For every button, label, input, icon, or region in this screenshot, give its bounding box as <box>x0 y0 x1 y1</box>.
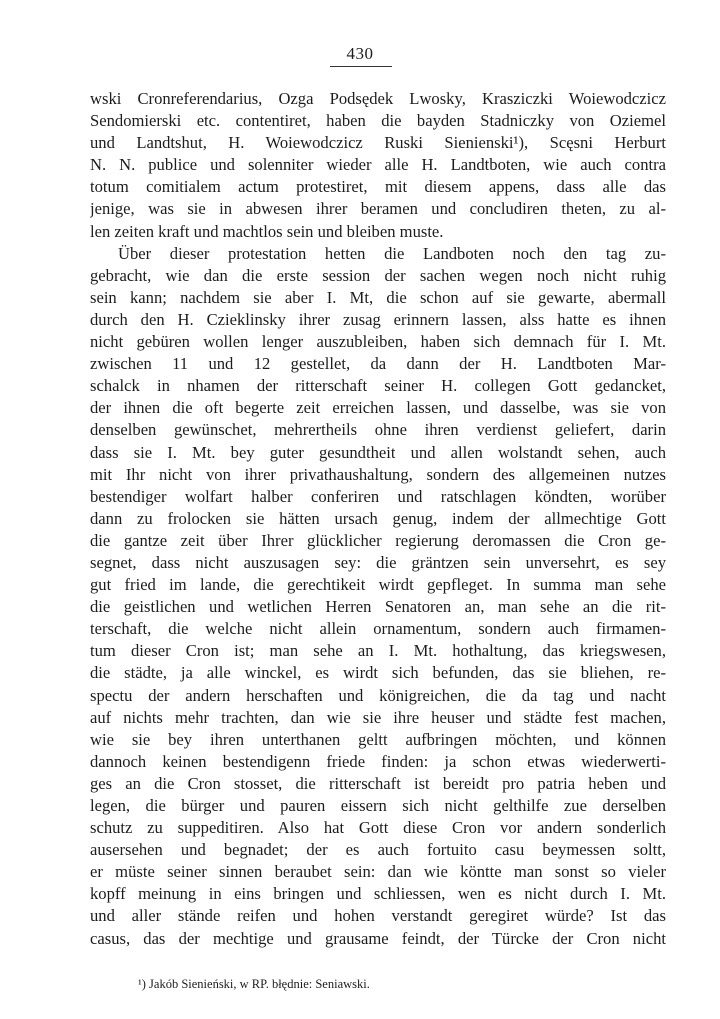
text-line: dann zu frolocken sie hätten ursach genug, indem der allmechtige Gott <box>90 508 666 528</box>
text-line: spectu der andern herschaften und königreichen, die da tag und nacht <box>90 685 666 705</box>
text-line: dannoch keinen bestendigenn friede finden: ja schon etwas wiederwerti- <box>90 751 666 771</box>
page-number: 430 <box>346 44 374 63</box>
text-line: Sendomierski etc. contentiret, haben die bayden Stadniczky von Oziemel <box>90 111 666 131</box>
text-line: totum comitialem actum protestiret, mit diesem appens, dass alle das <box>90 177 666 197</box>
text-line: auf nichts mehr trachten, dan wie sie ihre heuser und städte fest machen, <box>90 707 666 727</box>
text-line: und aller stände reifen und hohen verstandt geregiret würde? Ist das <box>90 906 666 926</box>
text-line: denselben gewünschet, mehrertheils ohne ihren verdienst geliefert, darin <box>90 420 666 440</box>
footnote: ¹) Jakób Sienieński, w RP. błędnie: Seniawski. <box>138 977 370 991</box>
text-line: segnet, dass nicht auszusagen sey: die gräntzen sein unversehrt, es sey <box>90 552 666 572</box>
text-line: tum dieser Cron ist; man sehe an I. Mt. hothaltung, das kriegswesen, <box>90 641 666 661</box>
text-line: bestendiger wolfart halber conferiren und ratschlagen köndten, worüber <box>90 486 666 506</box>
text-line: kopff meinung in eins bringen und schliessen, wen es nicht durch I. Mt. <box>90 884 666 904</box>
text-line: N. N. publice und solenniter wieder alle H. Landtboten, wie auch contra <box>90 155 666 175</box>
text-line: wie sie bey ihren unterthanen geltt aufbringen möchten, und können <box>90 729 666 749</box>
text-line: ges an die Cron stosset, die ritterschaft ist bereidt pro patria heben und <box>90 773 666 793</box>
text-line: Über dieser protestation hetten die Landboten noch den tag zu- <box>118 243 666 263</box>
text-line: er müste seiner sinnen beraubet sein: dan wie köntte man sonst so vieler <box>90 862 666 882</box>
text-line: die geistlichen und wetlichen Herren Senatoren an, man sehe an die rit- <box>90 597 666 617</box>
text-line: der ihnen die oft begerte zeit erreichen lassen, und dasselbe, was sie von <box>90 398 666 418</box>
text-line: len zeiten kraft und machtlos sein und bleiben muste. <box>90 221 444 241</box>
text-line: terschaft, die welche nicht allein ornamentum, sondern auch firmamen- <box>90 619 666 639</box>
text-line: schalck in nhamen der ritterschaft seiner H. collegen Gott gedancket, <box>90 376 666 396</box>
text-line: durch den H. Cziеklinsky ihrer zusag erinnern lassen, alss hatte es ihnen <box>90 309 666 329</box>
text-line: nicht gebüren wollen lenger auszubleiben, haben sich demnach für I. Mt. <box>90 332 666 352</box>
text-line: gut fried im lande, die gerechtikeit wirdt gepfleget. In summa man sehe <box>90 575 666 595</box>
text-line: die gantze zeit über Ihrer glücklicher regierung deromassen die Cron ge- <box>90 530 666 550</box>
text-line: und Landtshut, H. Woiewodczicz Ruski Sienienski¹), Scęsni Herburt <box>90 133 666 153</box>
text-line: sein kann; nachdem sie aber I. Mt, die schon auf sie gewarte, abermall <box>90 287 666 307</box>
text-line: die städte, ja alle winckel, es wirdt sich befunden, das sie bliehen, re- <box>90 663 666 683</box>
text-line: casus, das der mechtige und grausame feindt, der Türcke der Cron nicht <box>90 928 666 948</box>
body-text <box>90 88 666 950</box>
text-line: jenige, was sie in abwesen ihrer beramen und concludiren theten, zu al- <box>90 199 666 219</box>
text-line: gebracht, wie dan die erste session der sachen wegen noch nicht ruhig <box>90 265 666 285</box>
text-line: ausersehen und begnadet; der es auch fortuito casu beymessen soltt, <box>90 840 666 860</box>
text-line: schutz zu suppeditiren. Also hat Gott diese Cron vor andern sonderlich <box>90 818 666 838</box>
text-line: wski Cronreferendarius, Ozga Podsędek Lwosky, Krasziczki Woiewodczicz <box>90 89 666 108</box>
text-line: dass sie I. Mt. bey guter gesundtheit und allen wolstandt sehen, auch <box>90 442 666 462</box>
page-number-rule <box>330 66 392 67</box>
text-line: legen, die bürger und pauren eissern sich nicht gelthilfe zue derselben <box>90 796 666 815</box>
text-line: zwischen 11 und 12 gestellet, da dann der H. Landtboten Mar- <box>90 354 666 374</box>
text-line: mit Ihr nicht von ihrer privathaushaltung, sondern des allgemeinen nutzes <box>90 464 666 484</box>
